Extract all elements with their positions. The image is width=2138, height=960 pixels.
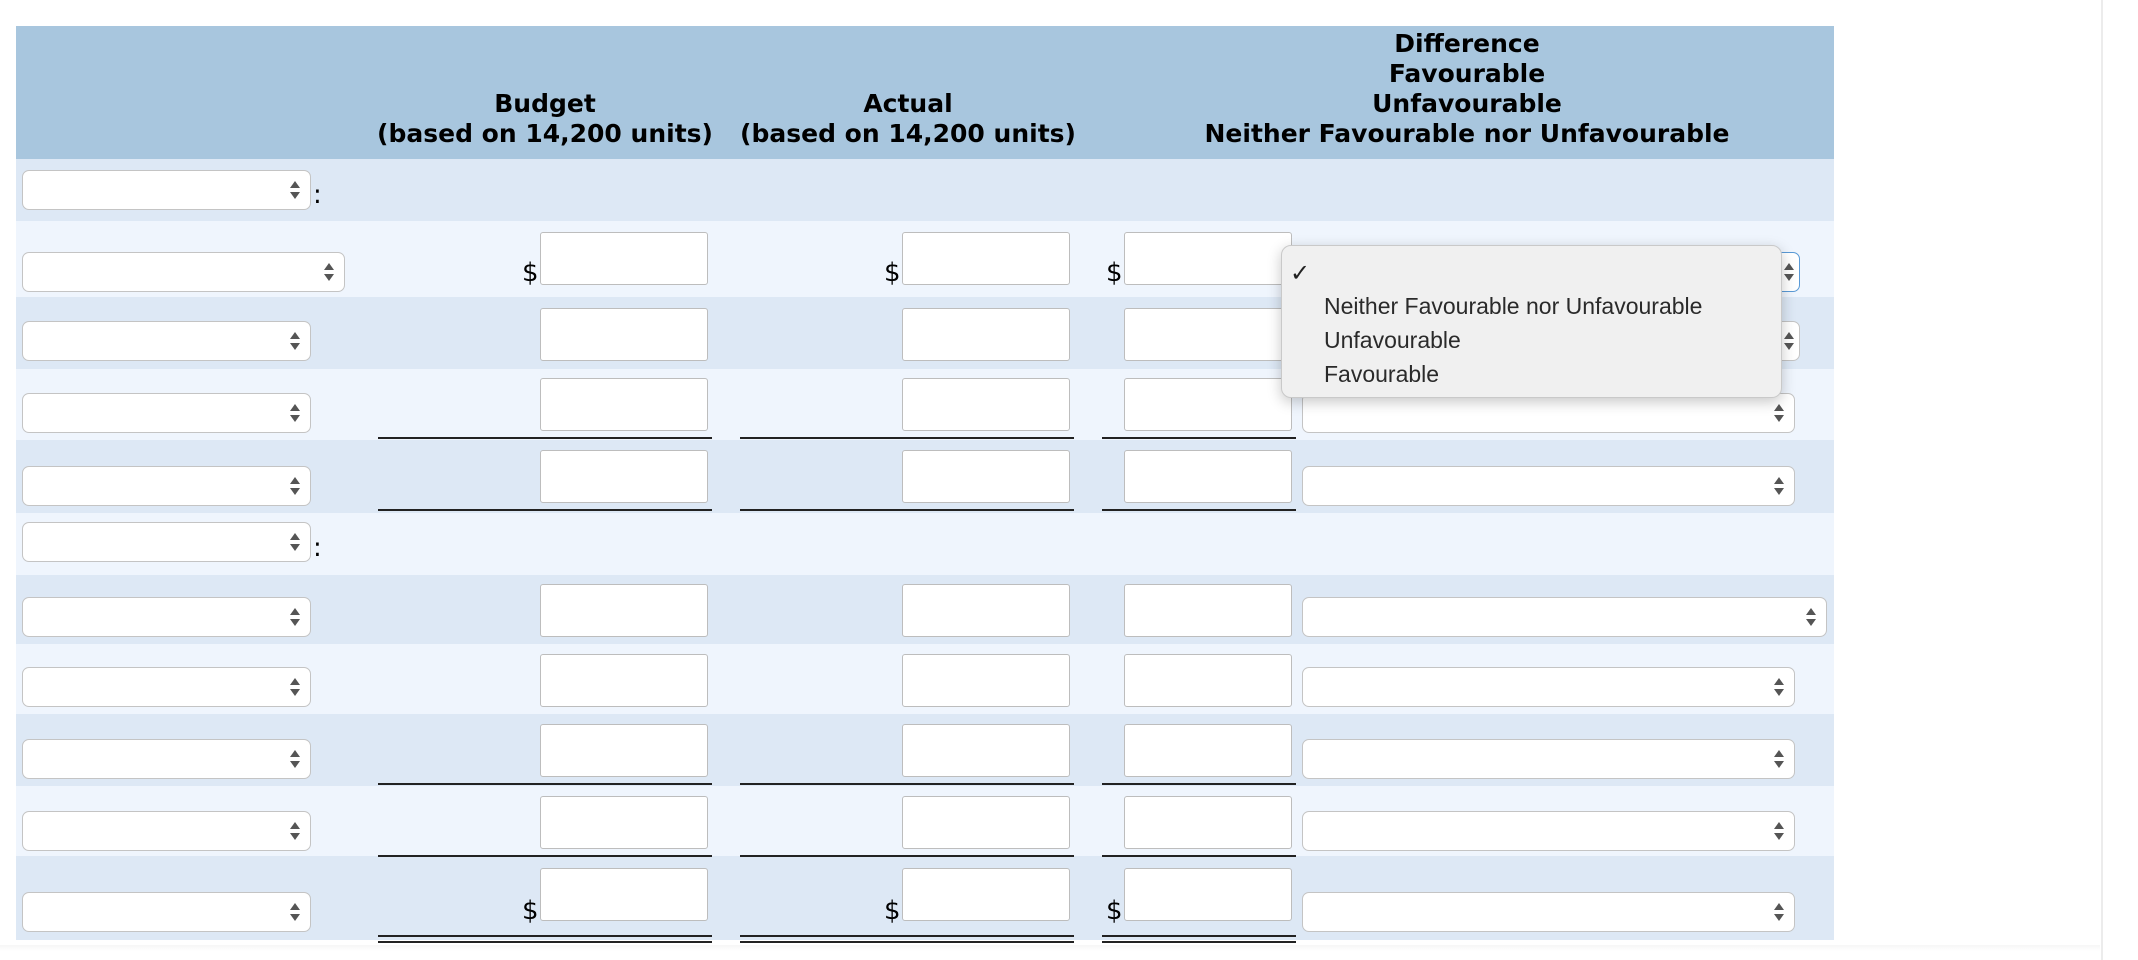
- budget-input[interactable]: [540, 308, 708, 361]
- budget-input[interactable]: [540, 724, 708, 777]
- budget-column-header: Budget (based on 14,200 units): [377, 89, 713, 148]
- budget-input[interactable]: [540, 232, 708, 285]
- line-item-select[interactable]: [22, 892, 311, 932]
- actual-input[interactable]: [902, 584, 1070, 637]
- updown-arrows-icon: [289, 179, 301, 201]
- actual-input[interactable]: [902, 724, 1070, 777]
- budget-input[interactable]: [540, 378, 708, 431]
- colon: :: [313, 180, 322, 210]
- line-item-select[interactable]: [22, 811, 311, 851]
- variance-select[interactable]: [1302, 739, 1795, 779]
- subtotal-underline: [740, 437, 1074, 439]
- subtotal-underline: [378, 855, 712, 857]
- budget-input[interactable]: [540, 450, 708, 503]
- updown-arrows-icon: [1783, 330, 1795, 352]
- subtotal-underline: [378, 783, 712, 785]
- updown-arrows-icon: [289, 748, 301, 770]
- updown-arrows-icon: [289, 531, 301, 553]
- updown-arrows-icon: [289, 820, 301, 842]
- section-label-select[interactable]: [22, 170, 311, 210]
- actual-input[interactable]: [902, 378, 1070, 431]
- updown-arrows-icon: [289, 676, 301, 698]
- subtotal-underline: [1102, 855, 1296, 857]
- subtotal-underline: [1102, 509, 1296, 511]
- currency-symbol: $: [1106, 896, 1123, 926]
- updown-arrows-icon: [1773, 402, 1785, 424]
- difference-input[interactable]: [1124, 308, 1292, 361]
- difference-input[interactable]: [1124, 584, 1292, 637]
- actual-column-header: Actual (based on 14,200 units): [740, 89, 1076, 148]
- line-item-select[interactable]: [22, 466, 311, 506]
- updown-arrows-icon: [1773, 676, 1785, 698]
- actual-input[interactable]: [902, 232, 1070, 285]
- variance-select[interactable]: [1302, 597, 1827, 637]
- difference-input[interactable]: [1124, 796, 1292, 849]
- section-label-select[interactable]: [22, 522, 311, 562]
- difference-input[interactable]: [1124, 232, 1292, 285]
- line-item-select[interactable]: [22, 252, 345, 292]
- budget-total-input[interactable]: [540, 868, 708, 921]
- subtotal-underline: [740, 509, 1074, 511]
- line-item-select[interactable]: [22, 739, 311, 779]
- variance-select[interactable]: [1302, 466, 1795, 506]
- total-double-underline: [740, 935, 1074, 943]
- updown-arrows-icon: [1805, 606, 1817, 628]
- difference-input[interactable]: [1124, 378, 1292, 431]
- option-unfavourable[interactable]: Unfavourable: [1324, 327, 1461, 353]
- variance-select[interactable]: [1302, 667, 1795, 707]
- updown-arrows-icon: [1773, 475, 1785, 497]
- currency-symbol: $: [1106, 258, 1123, 288]
- subtotal-underline: [1102, 437, 1296, 439]
- variance-select[interactable]: [1302, 892, 1795, 932]
- line-item-select[interactable]: [22, 667, 311, 707]
- option-neither[interactable]: Neither Favourable nor Unfavourable: [1324, 293, 1703, 319]
- updown-arrows-icon: [289, 606, 301, 628]
- actual-input[interactable]: [902, 654, 1070, 707]
- updown-arrows-icon: [1773, 748, 1785, 770]
- budget-input[interactable]: [540, 584, 708, 637]
- difference-total-input[interactable]: [1124, 868, 1292, 921]
- updown-arrows-icon: [1773, 820, 1785, 842]
- actual-input[interactable]: [902, 796, 1070, 849]
- updown-arrows-icon: [1773, 901, 1785, 923]
- variance-select[interactable]: [1302, 393, 1795, 433]
- subtotal-underline: [740, 783, 1074, 785]
- line-item-select[interactable]: [22, 321, 311, 361]
- updown-arrows-icon: [289, 402, 301, 424]
- subtotal-underline: [1102, 783, 1296, 785]
- updown-arrows-icon: [1783, 261, 1795, 283]
- difference-input[interactable]: [1124, 654, 1292, 707]
- colon: :: [313, 533, 322, 563]
- actual-input[interactable]: [902, 450, 1070, 503]
- actual-total-input[interactable]: [902, 868, 1070, 921]
- subtotal-underline: [740, 855, 1074, 857]
- option-favourable[interactable]: Favourable: [1324, 361, 1440, 387]
- page-edge: [2101, 0, 2103, 960]
- check-icon: ✓: [1290, 259, 1311, 287]
- variance-select[interactable]: [1302, 811, 1795, 851]
- subtotal-underline: [378, 509, 712, 511]
- currency-symbol: $: [884, 258, 901, 288]
- currency-symbol: $: [522, 258, 539, 288]
- currency-symbol: $: [884, 896, 901, 926]
- difference-input[interactable]: [1124, 724, 1292, 777]
- budget-input[interactable]: [540, 654, 708, 707]
- line-item-select[interactable]: [22, 393, 311, 433]
- budget-input[interactable]: [540, 796, 708, 849]
- actual-input[interactable]: [902, 308, 1070, 361]
- updown-arrows-icon: [289, 330, 301, 352]
- updown-arrows-icon: [323, 261, 335, 283]
- variance-dropdown-menu: [1281, 245, 1782, 398]
- updown-arrows-icon: [289, 901, 301, 923]
- updown-arrows-icon: [289, 475, 301, 497]
- difference-column-header: Difference Favourable Unfavourable Neither Favourable nor Unfavourable: [1204, 29, 1730, 148]
- difference-input[interactable]: [1124, 450, 1292, 503]
- total-double-underline: [1102, 935, 1296, 943]
- page-bottom-edge: [0, 945, 2100, 951]
- line-item-select[interactable]: [22, 597, 311, 637]
- total-double-underline: [378, 935, 712, 943]
- currency-symbol: $: [522, 896, 539, 926]
- subtotal-underline: [378, 437, 712, 439]
